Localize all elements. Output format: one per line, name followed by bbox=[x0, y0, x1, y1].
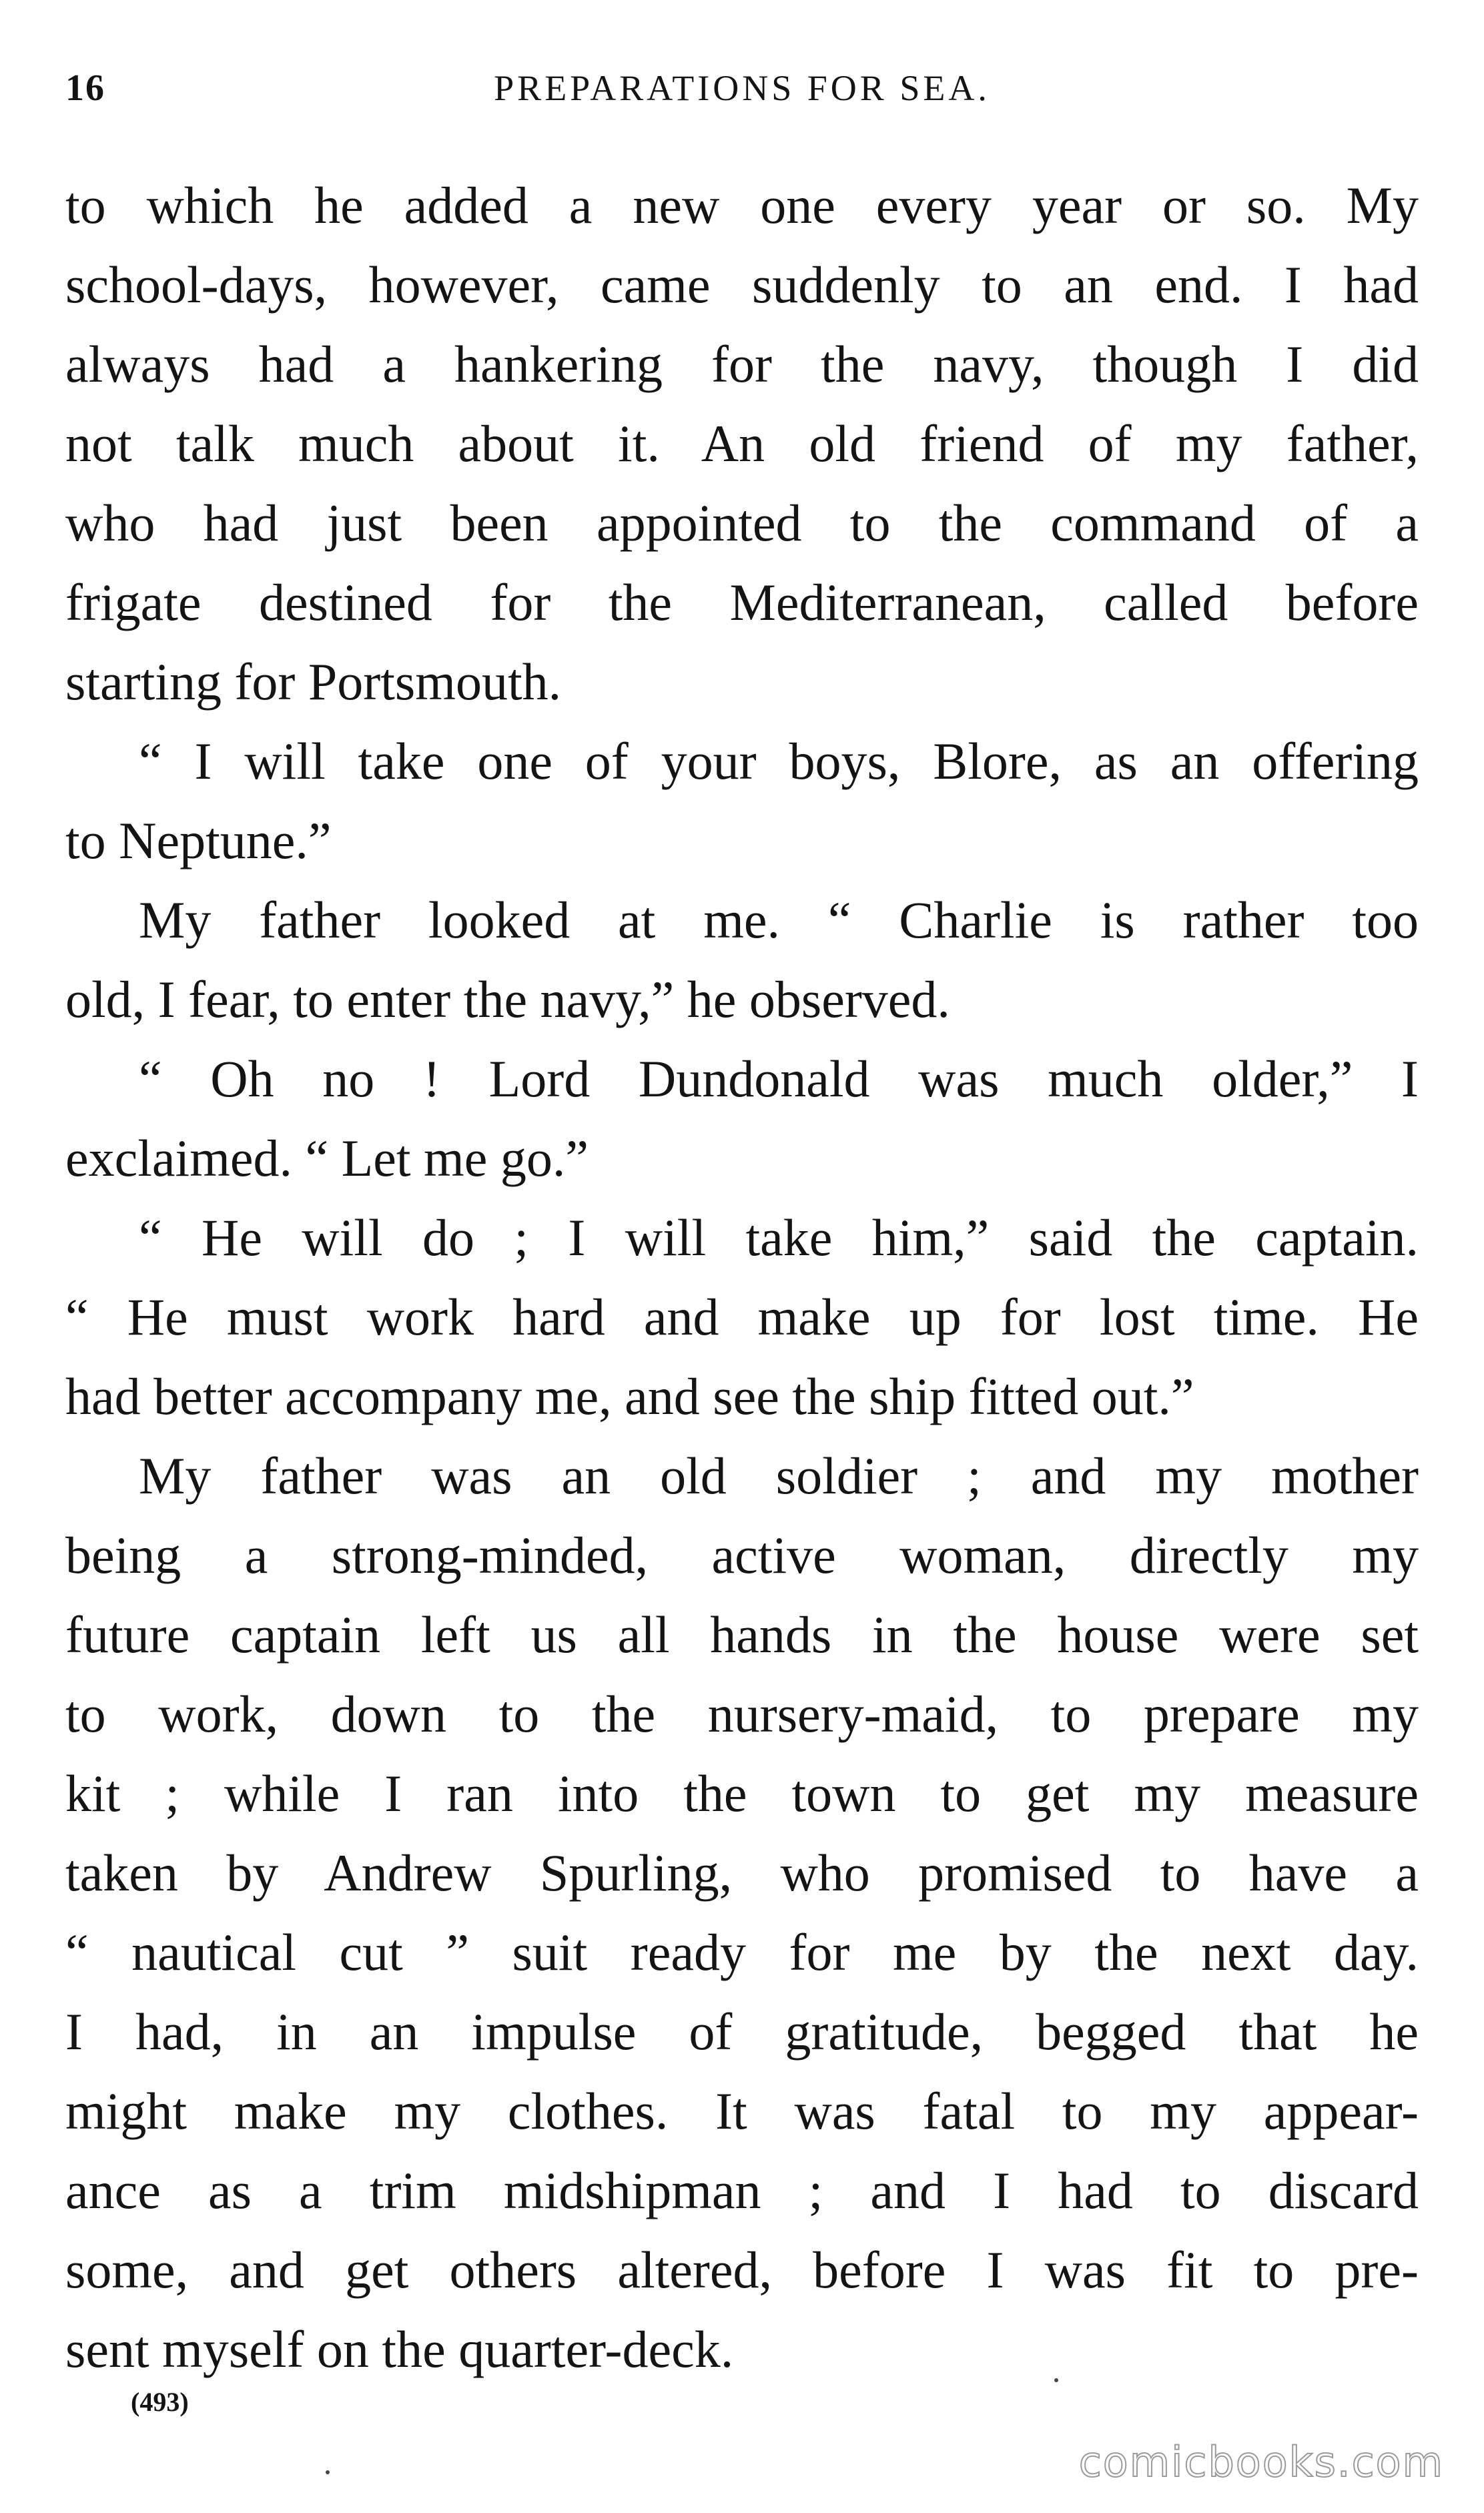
text-line: taken by Andrew Spurling, who promised to have a bbox=[65, 1844, 1419, 1902]
text-line: to Neptune.” bbox=[65, 811, 332, 869]
text-line: to which he added a new one every year or so. My bbox=[65, 176, 1419, 234]
print-speck bbox=[1054, 2378, 1058, 2382]
text-line: My father was an old soldier ; and my mother bbox=[139, 1447, 1419, 1505]
page-number: 16 bbox=[65, 67, 105, 109]
text-line: frigate destined for the Mediterranean, called before bbox=[65, 573, 1419, 631]
text-line: sent myself on the quarter-deck. bbox=[65, 2320, 734, 2378]
text-line: “ nautical cut ” suit ready for me by the next day. bbox=[65, 1923, 1419, 1981]
text-line: some, and get others altered, before I was fit to pre- bbox=[65, 2241, 1419, 2299]
text-line: not talk much about it. An old friend of my father, bbox=[65, 414, 1419, 472]
text-line: always had a hankering for the navy, though I did bbox=[65, 335, 1419, 393]
text-line: old, I fear, to enter the navy,” he observed. bbox=[65, 970, 950, 1028]
text-line: had better accompany me, and see the ship fitted out.” bbox=[65, 1367, 1194, 1425]
text-line: I had, in an impulse of gratitude, begged that he bbox=[65, 2003, 1419, 2061]
text-line: might make my clothes. It was fatal to my appear- bbox=[65, 2082, 1419, 2140]
text-line: future captain left us all hands in the house were set bbox=[65, 1605, 1419, 1664]
text-line: “ Oh no ! Lord Dundonald was much older,” I bbox=[139, 1050, 1419, 1108]
text-line: “ I will take one of your boys, Blore, as an offering bbox=[139, 732, 1419, 790]
text-line: school-days, however, came suddenly to an end. I had bbox=[65, 256, 1419, 314]
text-line: My father looked at me. “ Charlie is rather too bbox=[139, 891, 1419, 949]
printer-signature: (493) bbox=[131, 2387, 189, 2417]
print-speck bbox=[326, 2470, 330, 2474]
text-line: exclaimed. “ Let me go.” bbox=[65, 1129, 589, 1187]
text-line: who had just been appointed to the command of a bbox=[65, 494, 1419, 552]
text-line: starting for Portsmouth. bbox=[65, 653, 562, 711]
text-line: “ He must work hard and make up for lost time. He bbox=[65, 1288, 1419, 1346]
text-line: “ He will do ; I will take him,” said the captain. bbox=[139, 1208, 1419, 1267]
text-line: kit ; while I ran into the town to get my measure bbox=[65, 1764, 1419, 1822]
watermark: comicbooks.com bbox=[1078, 2438, 1444, 2486]
running-head: PREPARATIONS FOR SEA. bbox=[494, 68, 990, 108]
text-line: ance as a trim midshipman ; and I had to discard bbox=[65, 2161, 1419, 2219]
text-line: being a strong-minded, active woman, directly my bbox=[65, 1526, 1419, 1584]
page-header bbox=[65, 61, 1419, 115]
text-line: to work, down to the nursery-maid, to prepare my bbox=[65, 1685, 1419, 1743]
body-text bbox=[65, 165, 1419, 2389]
